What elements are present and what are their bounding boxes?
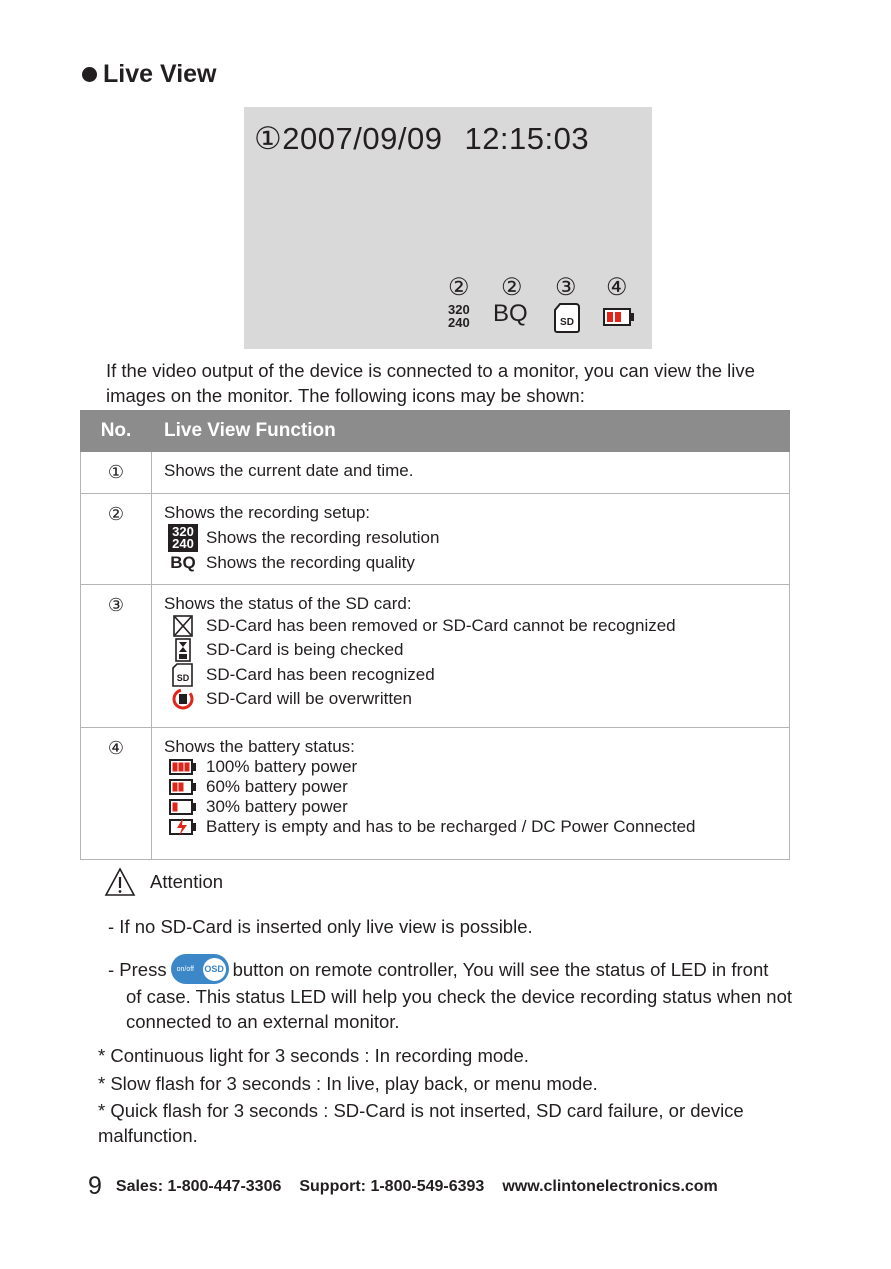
website: www.clintonelectronics.com — [502, 1177, 718, 1195]
sd-recognized-icon — [164, 663, 202, 687]
list-item: SD-Card is being checked — [164, 638, 777, 662]
battery-30-icon — [164, 799, 202, 815]
table-row: ③ Shows the status of the SD card: SD-Card has been removed or SD-Card cannot be recognized SD-Card is being checked SD SD-Card has been recognized SD-Card will be overwritten — [81, 585, 790, 728]
list-item: * Quick flash for 3 seconds : SD-Card is not inserted, SD card failure, or device malfunction. — [98, 1100, 744, 1146]
attention-heading: Attention — [104, 867, 223, 897]
preview-datetime — [254, 121, 589, 157]
quality-icon: BQ — [170, 553, 196, 572]
sd-overwrite-icon — [164, 688, 202, 710]
list-item: SD-Card will be overwritten — [164, 688, 777, 710]
preview-time: 12:15:03 — [464, 121, 590, 156]
svg-text:SD: SD — [560, 317, 574, 328]
table-row: ② Shows the recording setup: 320 240 Shows the recording resolution BQ Shows the recording quality — [81, 494, 790, 585]
table-row: ① Shows the current date and time. — [81, 452, 790, 494]
led-status-list — [98, 1042, 788, 1148]
section-heading: Live View — [82, 60, 217, 89]
list-item: 100% battery power — [164, 757, 777, 777]
note-item: - Press on/off OSD button on remote controller, You will see the status of LED in front of case. This status LED will help you check the device recording status when not connected to an external monitor. — [108, 954, 818, 1034]
list-item: * Slow flash for 3 seconds : In live, play back, or menu mode. — [98, 1073, 598, 1094]
note-item: - If no SD-Card is inserted only live view is possible. — [108, 916, 533, 937]
support-phone: Support: 1-800-549-6393 — [299, 1177, 485, 1195]
marker-2a: ② — [448, 274, 470, 301]
list-item: 30% battery power — [164, 797, 777, 817]
list-item: Battery is empty and has to be recharged / DC Power Connected — [164, 817, 777, 837]
battery-60-icon — [603, 308, 635, 326]
list-item: 320 240 Shows the recording resolution — [164, 524, 777, 552]
list-item: 60% battery power — [164, 777, 777, 797]
sd-card-icon — [554, 303, 580, 333]
battery-60-icon — [164, 779, 202, 795]
resolution-icon: 320 240 — [164, 524, 202, 552]
resolution-icon: 320 240 — [448, 302, 470, 330]
table-row: ④ Shows the battery status: 100% battery power 60% battery power 30% battery power Battery is empty and has to be recharged / DC Power Connected — [81, 728, 790, 860]
marker-3: ③ — [555, 274, 577, 301]
quality-label: BQ — [493, 300, 528, 327]
battery-empty-charging-icon — [164, 817, 202, 837]
live-view-preview — [244, 107, 652, 349]
footer — [88, 1172, 736, 1201]
svg-text:SD: SD — [176, 673, 190, 683]
table-header — [81, 411, 790, 452]
preview-date: 2007/09/09 — [282, 121, 443, 156]
marker-4: ④ — [606, 274, 628, 301]
sd-removed-icon — [164, 615, 202, 637]
header-no: No. — [81, 411, 152, 452]
sales-phone: Sales: 1-800-447-3306 — [115, 1177, 282, 1195]
bullet-icon — [82, 67, 97, 82]
warning-icon — [104, 867, 136, 897]
list-item: * Continuous light for 3 seconds : In recording mode. — [98, 1045, 529, 1066]
list-item: BQ Shows the recording quality — [164, 553, 777, 573]
marker-1: ① — [254, 121, 283, 156]
marker-2b: ② — [501, 274, 523, 301]
intro-text: If the video output of the device is connected to a monitor, you can view the live images on the monitor. The following icons may be shown: — [106, 360, 755, 406]
list-item: SD-Card has been removed or SD-Card cannot be recognized — [164, 615, 777, 637]
header-function: Live View Function — [152, 411, 790, 452]
battery-100-icon — [164, 759, 202, 775]
osd-button-icon: on/off OSD — [171, 954, 229, 984]
list-item: SD SD-Card has been recognized — [164, 663, 777, 687]
page-number: 9 — [88, 1172, 102, 1200]
sd-checking-icon — [164, 638, 202, 662]
function-table — [80, 410, 790, 860]
